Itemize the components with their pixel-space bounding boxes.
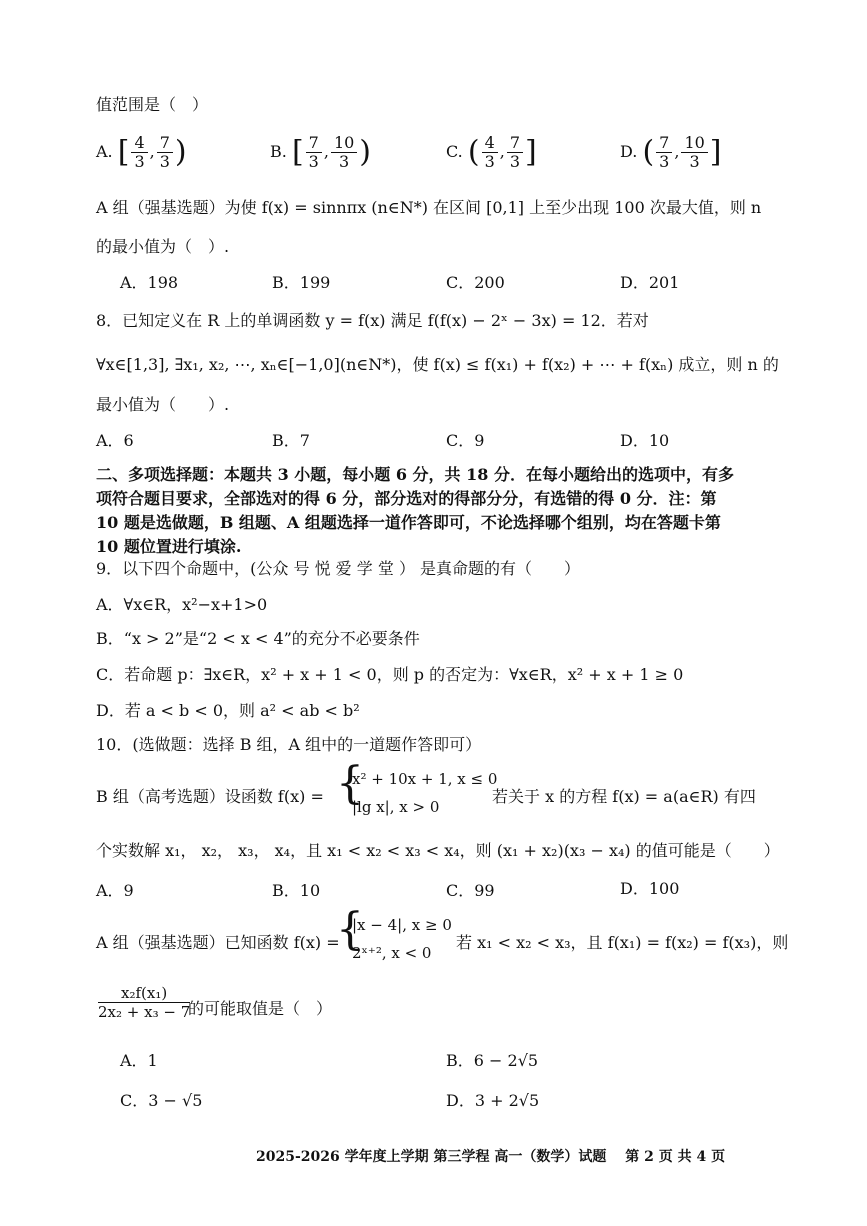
q6-tail: 值范围是（ ） — [96, 95, 209, 114]
section2-line4: 10 题位置进行填涂. — [96, 537, 242, 556]
q9-option-d: D．若 a < b < 0，则 a² < ab < b² — [96, 701, 360, 720]
q10b-option-b: B．10 — [272, 881, 321, 900]
q6-option-a: A. [ $\frac{4}{3}$ , $\frac{7}{3}$ ) — [96, 133, 187, 171]
q10a-brace: { — [336, 904, 364, 955]
section2-line1: 二、多项选择题：本题共 3 小题，每小题 6 分，共 18 分．在每小题给出的选项中，有多 — [96, 465, 734, 484]
q10b-case1: x² + 10x + 1, x ≤ 0 — [352, 770, 498, 788]
q8-line3: 最小值为（ ）. — [96, 395, 230, 414]
q10a-option-d: D．3 + 2√5 — [446, 1091, 540, 1110]
q6-option-b: B. [ $\frac{7}{3}$ , $\frac{10}{3}$ ) — [270, 133, 372, 171]
q9-stem: 9．以下四个命题中，(公众 号 悦 爱 学 堂 ） 是真命题的有（ ） — [96, 559, 581, 578]
q10b-suffix: 若关于 x 的方程 f(x) = a(a∈R) 有四 — [492, 787, 756, 806]
q10a-option-c: C．3 − √5 — [120, 1091, 203, 1110]
q8-line1: 8．已知定义在 R 上的单调函数 y = f(x) 满足 f(f(x) − 2ˣ − 3x) = 12．若对 — [96, 311, 649, 330]
q10-stem: 10．(选做题：选择 B 组，A 组中的一道题作答即可） — [96, 735, 482, 754]
page-footer: 2025-2026 学年度上学期 第三学程 高一（数学）试题 第 2 页 共 4 页 — [256, 1149, 726, 1165]
q10a-fraction-suffix: 的可能取值是（ ） — [188, 999, 333, 1018]
q7a-option-a: A．198 — [120, 273, 179, 292]
q10b-option-c: C．99 — [446, 881, 495, 900]
q7a-option-c: C．200 — [446, 273, 505, 292]
q8-option-d: D．10 — [620, 431, 670, 450]
q10b-case2: |lg x|, x > 0 — [352, 798, 440, 816]
q8-option-a: A．6 — [96, 431, 134, 450]
q10b-prefix: B 组（高考选题）设函数 f(x) = — [96, 787, 324, 806]
q7a-line2: 的最小值为（ ）. — [96, 237, 230, 256]
q10b-option-d: D．100 — [620, 879, 680, 898]
q10a-suffix: 若 x₁ < x₂ < x₃，且 f(x₁) = f(x₂) = f(x₃)，则 — [456, 933, 789, 952]
q10a-case2: 2ˣ⁺², x < 0 — [352, 944, 432, 962]
q7a-option-b: B．199 — [272, 273, 331, 292]
section2-line3: 10 题是选做题，B 组题、A 组题选择一道作答即可，不论选择哪个组别，均在答题卡第 — [96, 513, 721, 532]
q10a-option-a: A．1 — [120, 1051, 158, 1070]
q10a-option-b: B．6 − 2√5 — [446, 1051, 539, 1070]
q10b-line2: 个实数解 x₁， x₂， x₃， x₄，且 x₁ < x₂ < x₃ < x₄，则 (x₁ + x₂)(x₃ − x₄) 的值可能是（ ） — [96, 841, 780, 860]
q9-option-b: B．“x > 2”是“2 < x < 4”的充分不必要条件 — [96, 629, 420, 648]
q10a-prefix: A 组（强基选题）已知函数 f(x) = — [96, 933, 340, 952]
q7a-option-d: D．201 — [620, 273, 680, 292]
q7a-line1: A 组（强基选题）为使 f(x) = sinnπx (n∈N*) 在区间 [0,1] 上至少出现 100 次最大值，则 n — [96, 198, 762, 217]
q10a-fraction: $\frac{\text{x₂f(x₁)}}{\text{2x₂ + x₃ − 7}}$ — [98, 984, 191, 1021]
q6-option-c: C. ( $\frac{4}{3}$ , $\frac{7}{3}$ ] — [446, 133, 537, 171]
section2-line2: 项符合题目要求，全部选对的得 6 分，部分选对的得部分分，有选错的得 0 分．注：第 — [96, 489, 717, 508]
q9-option-c: C．若命题 p：∃x∈R，x² + x + 1 < 0，则 p 的否定为：∀x∈R，x² + x + 1 ≥ 0 — [96, 665, 684, 684]
q10b-option-a: A．9 — [96, 881, 134, 900]
q6-option-d: D. ( $\frac{7}{3}$ , $\frac{10}{3}$ ] — [620, 133, 722, 171]
q8-option-b: B．7 — [272, 431, 310, 450]
q8-line2: ∀x∈[1,3], ∃x₁, x₂, ⋯, xₙ∈[−1,0](n∈N*)，使 f(x) ≤ f(x₁) + f(x₂) + ⋯ + f(xₙ) 成立，则 n 的 — [96, 355, 779, 374]
q10b-brace: { — [336, 758, 364, 809]
q10a-case1: |x − 4|, x ≥ 0 — [352, 916, 452, 934]
q8-option-c: C．9 — [446, 431, 485, 450]
q9-option-a: A．∀x∈R，x²−x+1>0 — [96, 595, 268, 614]
